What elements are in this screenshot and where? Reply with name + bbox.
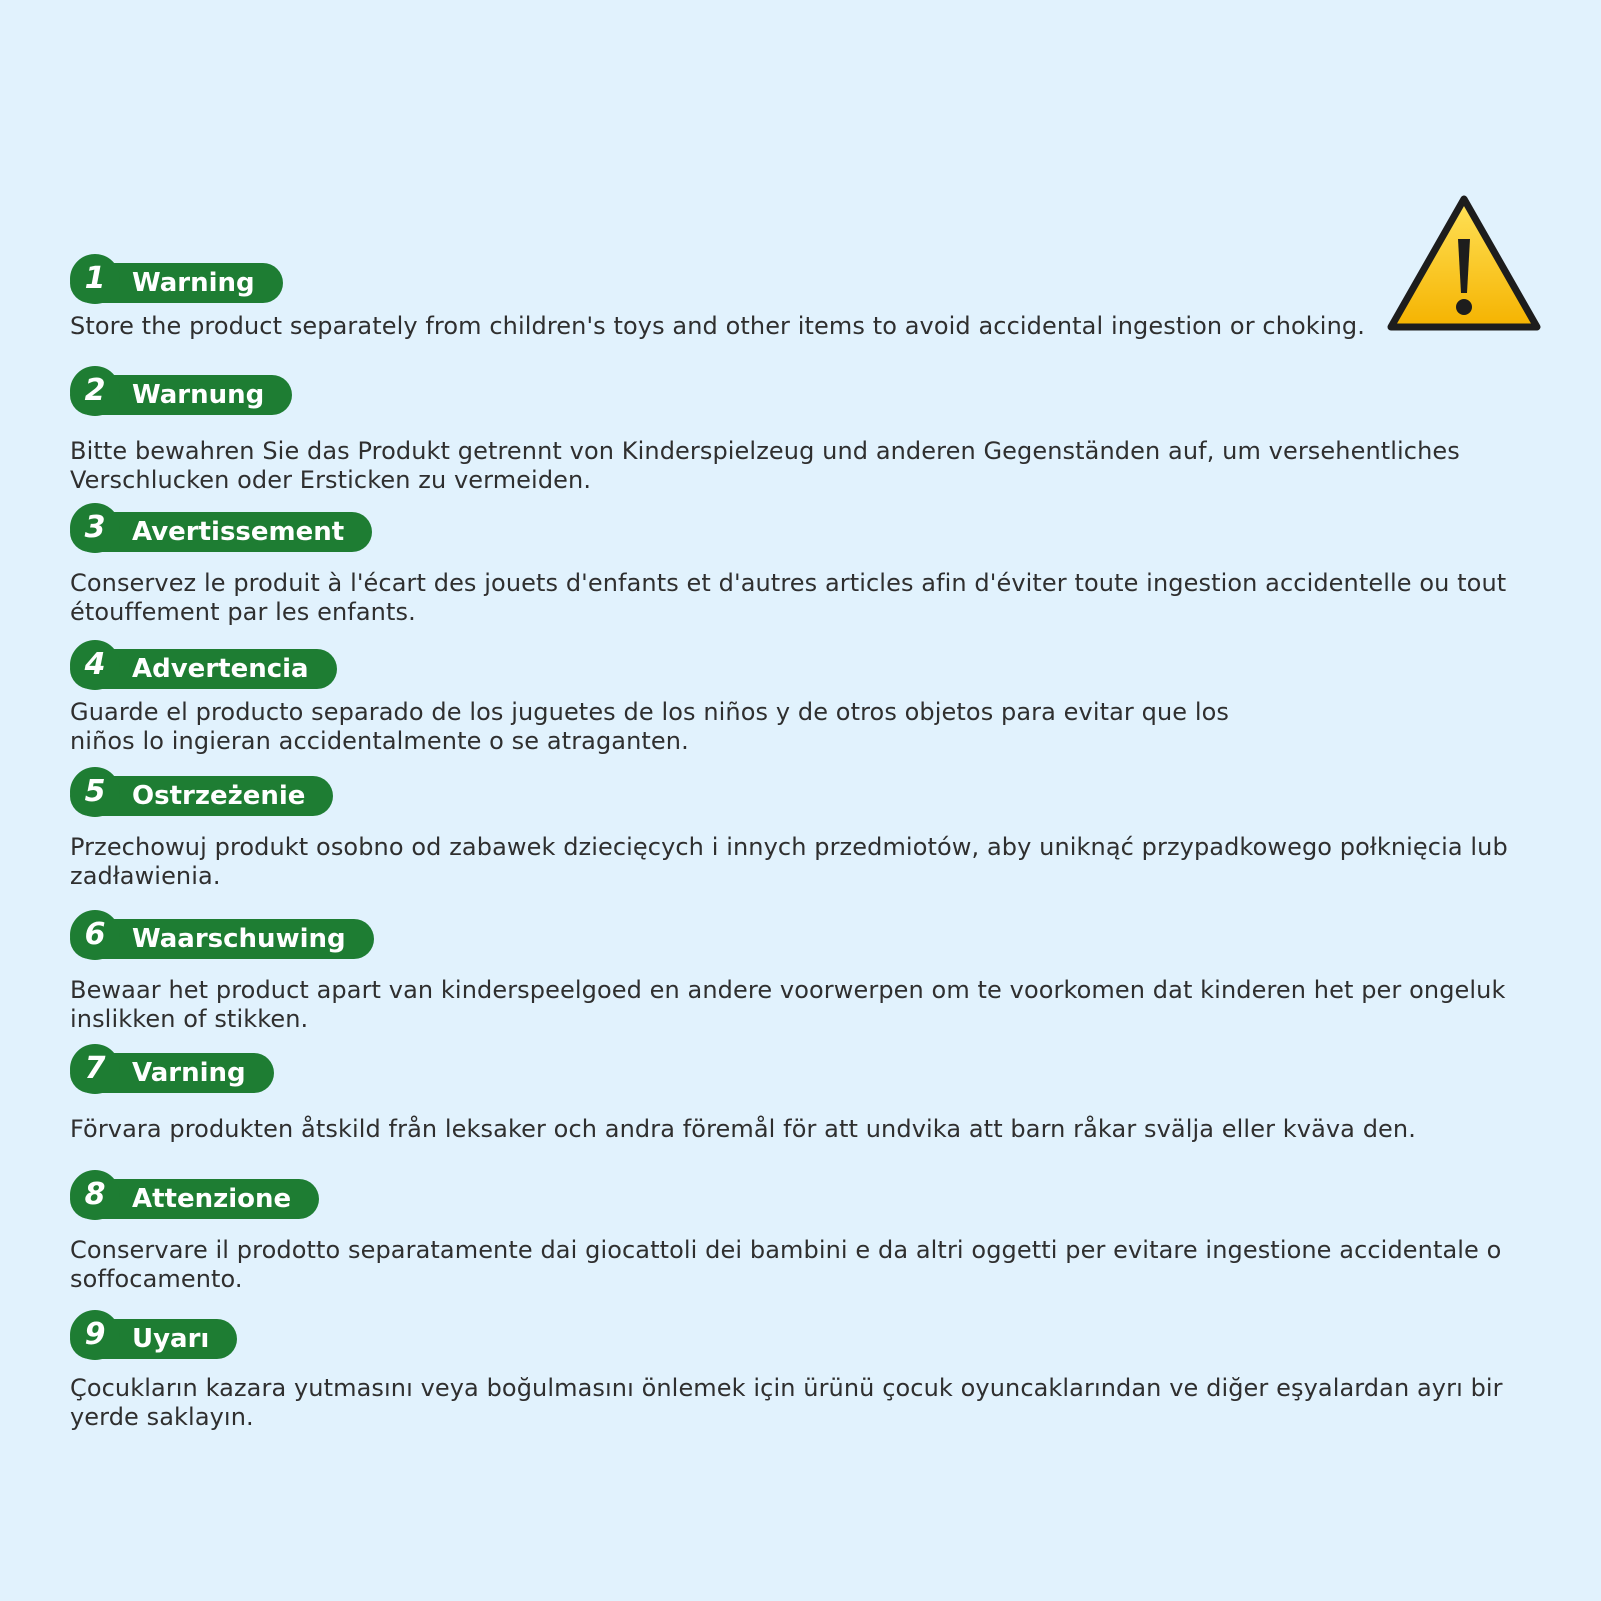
- section-number: 6: [70, 910, 120, 960]
- section-number: 5: [70, 767, 120, 817]
- section-text: Conservare il prodotto separatamente dai giocattoli dei bambini e da altri oggetti per evitare ingestione accidentale o soffocamento.: [70, 1236, 1502, 1293]
- section-text: Store the product separately from children's toys and other items to avoid accidental ingestion or choking.: [70, 312, 1365, 340]
- section-badge: [70, 1044, 1520, 1094]
- warning-item-3: [70, 503, 1520, 627]
- section-number: 4: [70, 640, 120, 690]
- section-text: Bewaar het product apart van kinderspeelgoed en andere voorwerpen om te voorkomen dat kinderen het per ongeluk inslikken of stikken.: [70, 976, 1506, 1033]
- section-text: Conservez le produit à l'écart des jouets d'enfants et d'autres articles afin d'éviter toute ingestion accidentelle ou tout étouffement par les enfants.: [70, 569, 1507, 626]
- section-badge: [70, 1170, 1520, 1220]
- section-badge: [70, 1310, 1520, 1360]
- warning-item-9: [70, 1310, 1520, 1432]
- section-text: Çocukların kazara yutmasını veya boğulmasını önlemek için ürünü çocuk oyuncaklarından ve diğer eşyalardan ayrı bir yerde saklayın.: [70, 1374, 1503, 1431]
- section-title: Warning: [70, 263, 283, 303]
- section-title: Ostrzeżenie: [70, 776, 333, 816]
- section-title: Advertencia: [70, 649, 337, 689]
- section-number: 3: [70, 503, 120, 553]
- warning-item-1: [70, 254, 1520, 341]
- section-text: Förvara produkten åtskild från leksaker och andra föremål för att undvika att barn råkar svälja eller kväva den.: [70, 1115, 1416, 1143]
- section-number: 2: [70, 366, 120, 416]
- section-badge: [70, 910, 1520, 960]
- section-title: Attenzione: [70, 1179, 319, 1219]
- section-badge: [70, 640, 1520, 690]
- section-number: 9: [70, 1310, 120, 1360]
- section-title: Varning: [70, 1053, 274, 1093]
- warning-item-4: [70, 640, 1520, 756]
- section-number: 7: [70, 1044, 120, 1094]
- section-number: 8: [70, 1170, 120, 1220]
- warning-item-5: [70, 767, 1520, 891]
- warning-item-8: [70, 1170, 1520, 1294]
- section-text: Guarde el producto separado de los juguetes de los niños y de otros objetos para evitar que los niños lo ingieran accidentalmente o se atraganten.: [70, 698, 1230, 755]
- section-text: Przechowuj produkt osobno od zabawek dziecięcych i innych przedmiotów, aby uniknąć przypadkowego połknięcia lub zadławienia.: [70, 833, 1508, 890]
- section-title: Waarschuwing: [70, 919, 374, 959]
- section-number: 1: [70, 254, 120, 304]
- section-title: Uyarı: [70, 1319, 237, 1359]
- section-text: Bitte bewahren Sie das Produkt getrennt von Kinderspielzeug und anderen Gegenständen auf, um versehentliches Verschlucken oder Ersticken zu vermeiden.: [70, 437, 1460, 494]
- section-title: Avertissement: [70, 512, 372, 552]
- section-badge: [70, 767, 1520, 817]
- warning-item-6: [70, 910, 1520, 1034]
- section-badge: [70, 503, 1520, 553]
- warning-item-7: [70, 1044, 1520, 1144]
- warning-item-2: [70, 366, 1520, 495]
- section-title: Warnung: [70, 375, 292, 415]
- section-badge: [70, 366, 1520, 416]
- section-badge: [70, 254, 1520, 304]
